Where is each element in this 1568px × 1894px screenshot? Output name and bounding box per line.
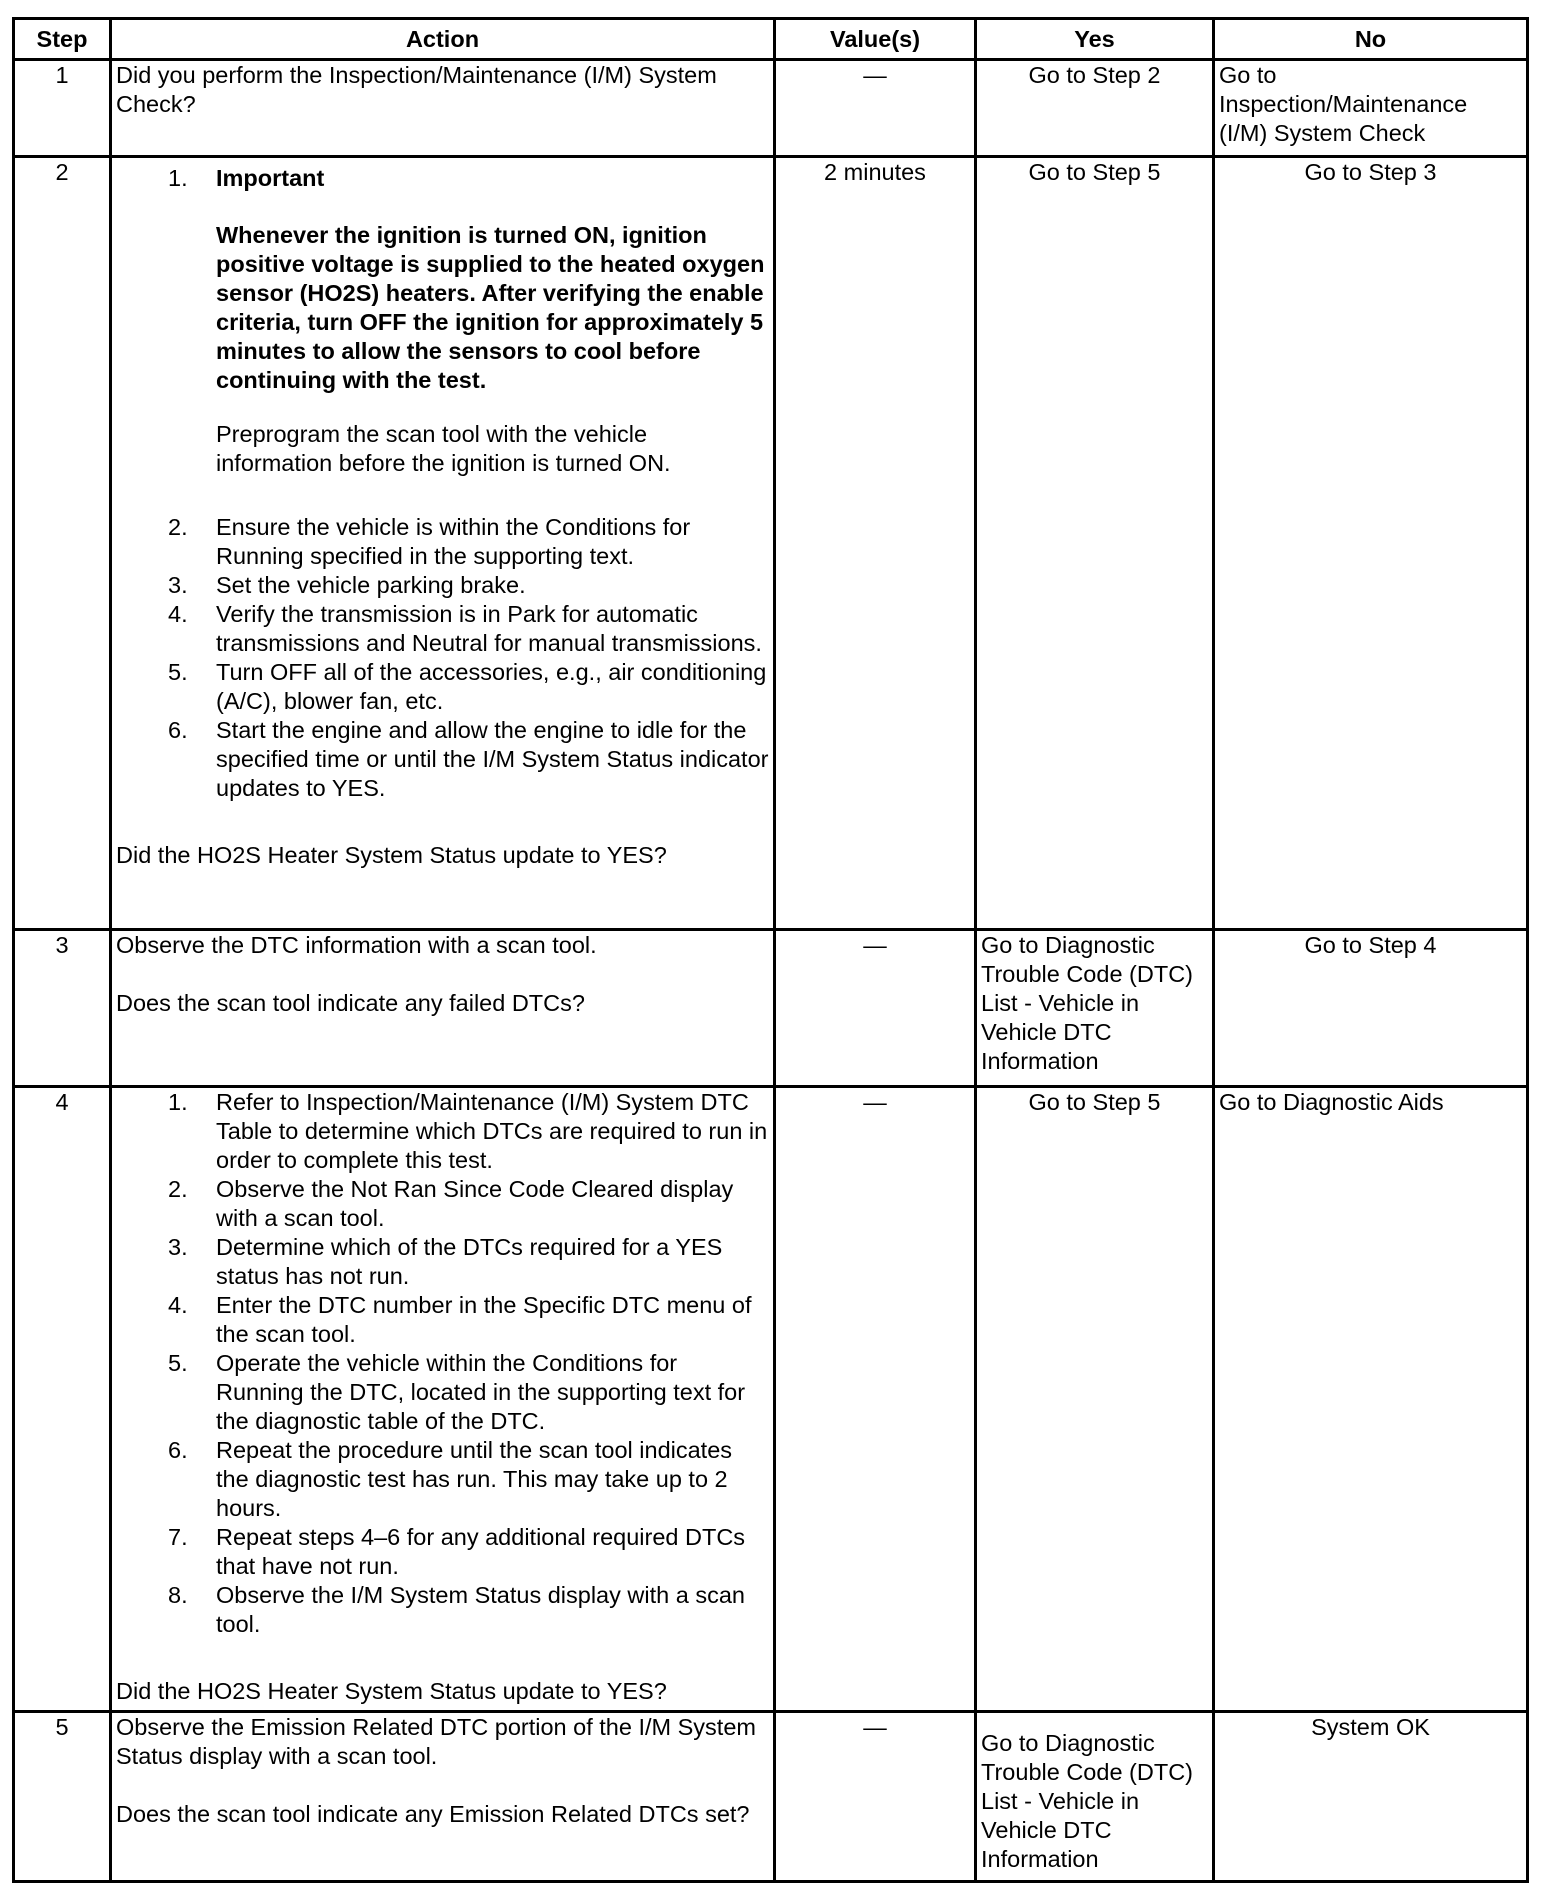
- list-item: [116, 716, 769, 803]
- header-row: [14, 19, 1528, 60]
- step-number: 2: [14, 157, 111, 930]
- step-row-5: [14, 1712, 1528, 1882]
- value-cell: —: [775, 60, 976, 157]
- list-item-text: Ensure the vehicle is within the Conditions for Running specified in the supporting text.: [216, 514, 691, 569]
- list-item-number: 3.: [168, 1234, 188, 1260]
- action-cell: [111, 157, 775, 930]
- yes-cell: Go to Step 5: [976, 157, 1214, 930]
- list-item-number: 7.: [168, 1524, 188, 1550]
- step-row-3: [14, 930, 1528, 1087]
- list-item-text: Repeat steps 4–6 for any additional required DTCs that have not run.: [216, 1524, 746, 1579]
- list-item: [116, 1581, 769, 1639]
- step-number: 5: [14, 1712, 111, 1882]
- value-cell: —: [775, 930, 976, 1087]
- list-item: [116, 658, 769, 716]
- list-item-text: Observe the Not Ran Since Code Cleared display with a scan tool.: [216, 1176, 734, 1231]
- action-list: [116, 164, 769, 803]
- yes-cell: Go to Step 2: [976, 60, 1214, 157]
- list-item-text: Operate the vehicle within the Conditions for Running the DTC, located in the supporting text for the diagnostic table of the DTC.: [216, 1350, 746, 1434]
- list-item: [116, 600, 769, 658]
- action-cell: [111, 1087, 775, 1712]
- list-item: [116, 1088, 769, 1175]
- header-action: Action: [111, 19, 775, 60]
- action-cell: [111, 60, 775, 157]
- list-item-number: 5.: [168, 1350, 188, 1376]
- step-number: 4: [14, 1087, 111, 1712]
- action-question: Did the HO2S Heater System Status update to YES?: [116, 1678, 667, 1704]
- action-question: Did you perform the Inspection/Maintenance (I/M) System Check?: [116, 62, 717, 117]
- list-item-text: Refer to Inspection/Maintenance (I/M) System DTC Table to determine which DTCs are required to run in order to complete this test.: [216, 1089, 768, 1173]
- header-step: Step: [14, 19, 111, 60]
- list-item-number: 2.: [168, 514, 188, 540]
- step-row-2: [14, 157, 1528, 930]
- list-item-number: 2.: [168, 1176, 188, 1202]
- action-question: Does the scan tool indicate any Emission Related DTCs set?: [116, 1801, 750, 1827]
- list-item-text: Determine which of the DTCs required for a YES status has not run.: [216, 1234, 723, 1289]
- list-item-text: Enter the DTC number in the Specific DTC menu of the scan tool.: [216, 1292, 752, 1347]
- list-item-text: Set the vehicle parking brake.: [216, 572, 526, 598]
- step-row-4: [14, 1087, 1528, 1712]
- value-cell: —: [775, 1087, 976, 1712]
- action-cell: [111, 930, 775, 1087]
- header-no: No: [1214, 19, 1528, 60]
- list-item: [116, 1436, 769, 1523]
- no-cell: Go to Inspection/Maintenance (I/M) System Check: [1214, 60, 1528, 157]
- list-item-number: 4.: [168, 1292, 188, 1318]
- step-number: 1: [14, 60, 111, 157]
- list-item-number: 3.: [168, 572, 188, 598]
- important-label: Important: [216, 165, 325, 191]
- value-cell: —: [775, 1712, 976, 1882]
- list-item-text: Verify the transmission is in Park for automatic transmissions and Neutral for manual transmissions.: [216, 601, 762, 656]
- list-item: [116, 513, 769, 571]
- preprogram-note: Preprogram the scan tool with the vehicle information before the ignition is turned ON.: [216, 421, 671, 476]
- yes-cell: Go to Step 5: [976, 1087, 1214, 1712]
- action-question: Did the HO2S Heater System Status update to YES?: [116, 842, 667, 868]
- yes-cell: Go to Diagnostic Trouble Code (DTC) List - Vehicle in Vehicle DTC Information: [976, 930, 1214, 1087]
- action-list: [116, 1088, 769, 1639]
- list-item-number: 8.: [168, 1582, 188, 1608]
- list-item-number: 5.: [168, 659, 188, 685]
- list-item-number: 4.: [168, 601, 188, 627]
- no-cell: Go to Diagnostic Aids: [1214, 1087, 1528, 1712]
- value-cell: 2 minutes: [775, 157, 976, 930]
- no-cell: Go to Step 4: [1214, 930, 1528, 1087]
- list-item: [116, 1349, 769, 1436]
- list-item: [116, 164, 769, 507]
- no-cell: Go to Step 3: [1214, 157, 1528, 930]
- list-item: [116, 571, 769, 600]
- list-item: [116, 1523, 769, 1581]
- list-item-number: 1.: [168, 165, 188, 191]
- action-cell: [111, 1712, 775, 1882]
- list-item-text: Turn OFF all of the accessories, e.g., air conditioning (A/C), blower fan, etc.: [216, 659, 767, 714]
- list-item-number: 6.: [168, 1437, 188, 1463]
- header-yes: Yes: [976, 19, 1214, 60]
- list-item: [116, 1291, 769, 1349]
- action-instruction: Observe the DTC information with a scan tool.: [116, 932, 597, 958]
- list-item: [116, 1233, 769, 1291]
- step-number: 3: [14, 930, 111, 1087]
- diagnostic-table: [12, 17, 1529, 1883]
- list-item-number: 6.: [168, 717, 188, 743]
- list-item: [116, 1175, 769, 1233]
- action-instruction: Observe the Emission Related DTC portion of the I/M System Status display with a scan tool.: [116, 1714, 756, 1769]
- header-values: Value(s): [775, 19, 976, 60]
- important-text: Whenever the ignition is turned ON, ignition positive voltage is supplied to the heated oxygen sensor (HO2S) heaters. After verifying the enable criteria, turn OFF the ignition for approximately 5 minutes to allow the sensors to cool before continuing with the test.: [216, 222, 765, 393]
- yes-cell: Go to Diagnostic Trouble Code (DTC) List - Vehicle in Vehicle DTC Information: [976, 1712, 1214, 1882]
- action-question: Does the scan tool indicate any failed DTCs?: [116, 990, 585, 1016]
- list-item-number: 1.: [168, 1089, 188, 1115]
- step-row-1: [14, 60, 1528, 157]
- no-cell: System OK: [1214, 1712, 1528, 1882]
- list-item-text: Start the engine and allow the engine to idle for the specified time or until the I/M System Status indicator updates to YES.: [216, 717, 769, 801]
- list-item-text: Repeat the procedure until the scan tool indicates the diagnostic test has run. This may take up to 2 hours.: [216, 1437, 733, 1521]
- list-item-text: Observe the I/M System Status display with a scan tool.: [216, 1582, 745, 1637]
